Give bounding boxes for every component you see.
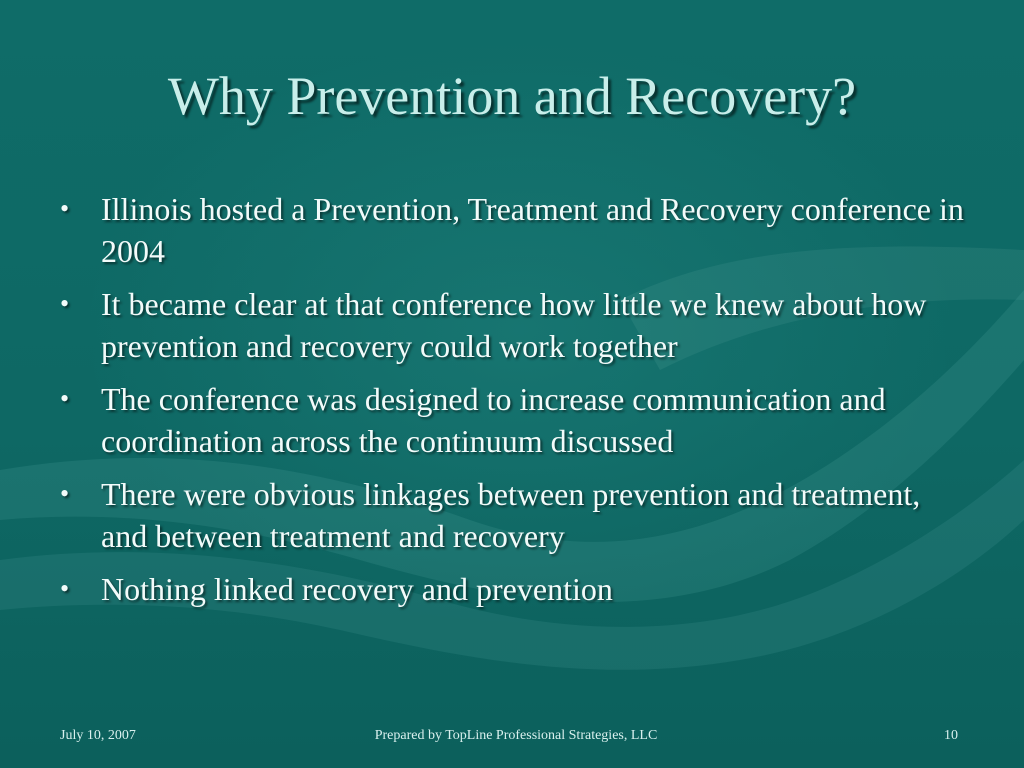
bullet-dot-icon: •: [60, 194, 70, 223]
bullet-text: There were obvious linkages between prevention and treatment, and between treatment and recovery: [101, 476, 921, 554]
footer-prepared-by: Prepared by TopLine Professional Strategies, LLC: [374, 728, 658, 743]
bullet-item: [58, 188, 968, 272]
bullet-dot-icon: •: [60, 479, 70, 508]
bullet-dot-icon: •: [60, 289, 70, 318]
bullet-item: [58, 283, 968, 367]
bullet-text: Illinois hosted a Prevention, Treatment and Recovery conference in 2004: [101, 191, 964, 269]
bullet-list: [58, 188, 968, 621]
bullet-text: It became clear at that conference how little we knew about how prevention and recovery could work together: [101, 286, 927, 364]
bullet-text: Nothing linked recovery and prevention: [101, 571, 613, 607]
bullet-dot-icon: •: [60, 384, 70, 413]
bullet-text: The conference was designed to increase communication and coordination across the continuum discussed: [101, 381, 886, 459]
bullet-item: [58, 378, 968, 462]
footer-page-number: 10: [944, 728, 958, 743]
slide-title: Why Prevention and Recovery?: [167, 66, 857, 126]
footer-date: July 10, 2007: [60, 728, 136, 743]
bullet-dot-icon: •: [60, 574, 70, 603]
bullet-item: [58, 568, 968, 610]
bullet-item: [58, 473, 968, 557]
